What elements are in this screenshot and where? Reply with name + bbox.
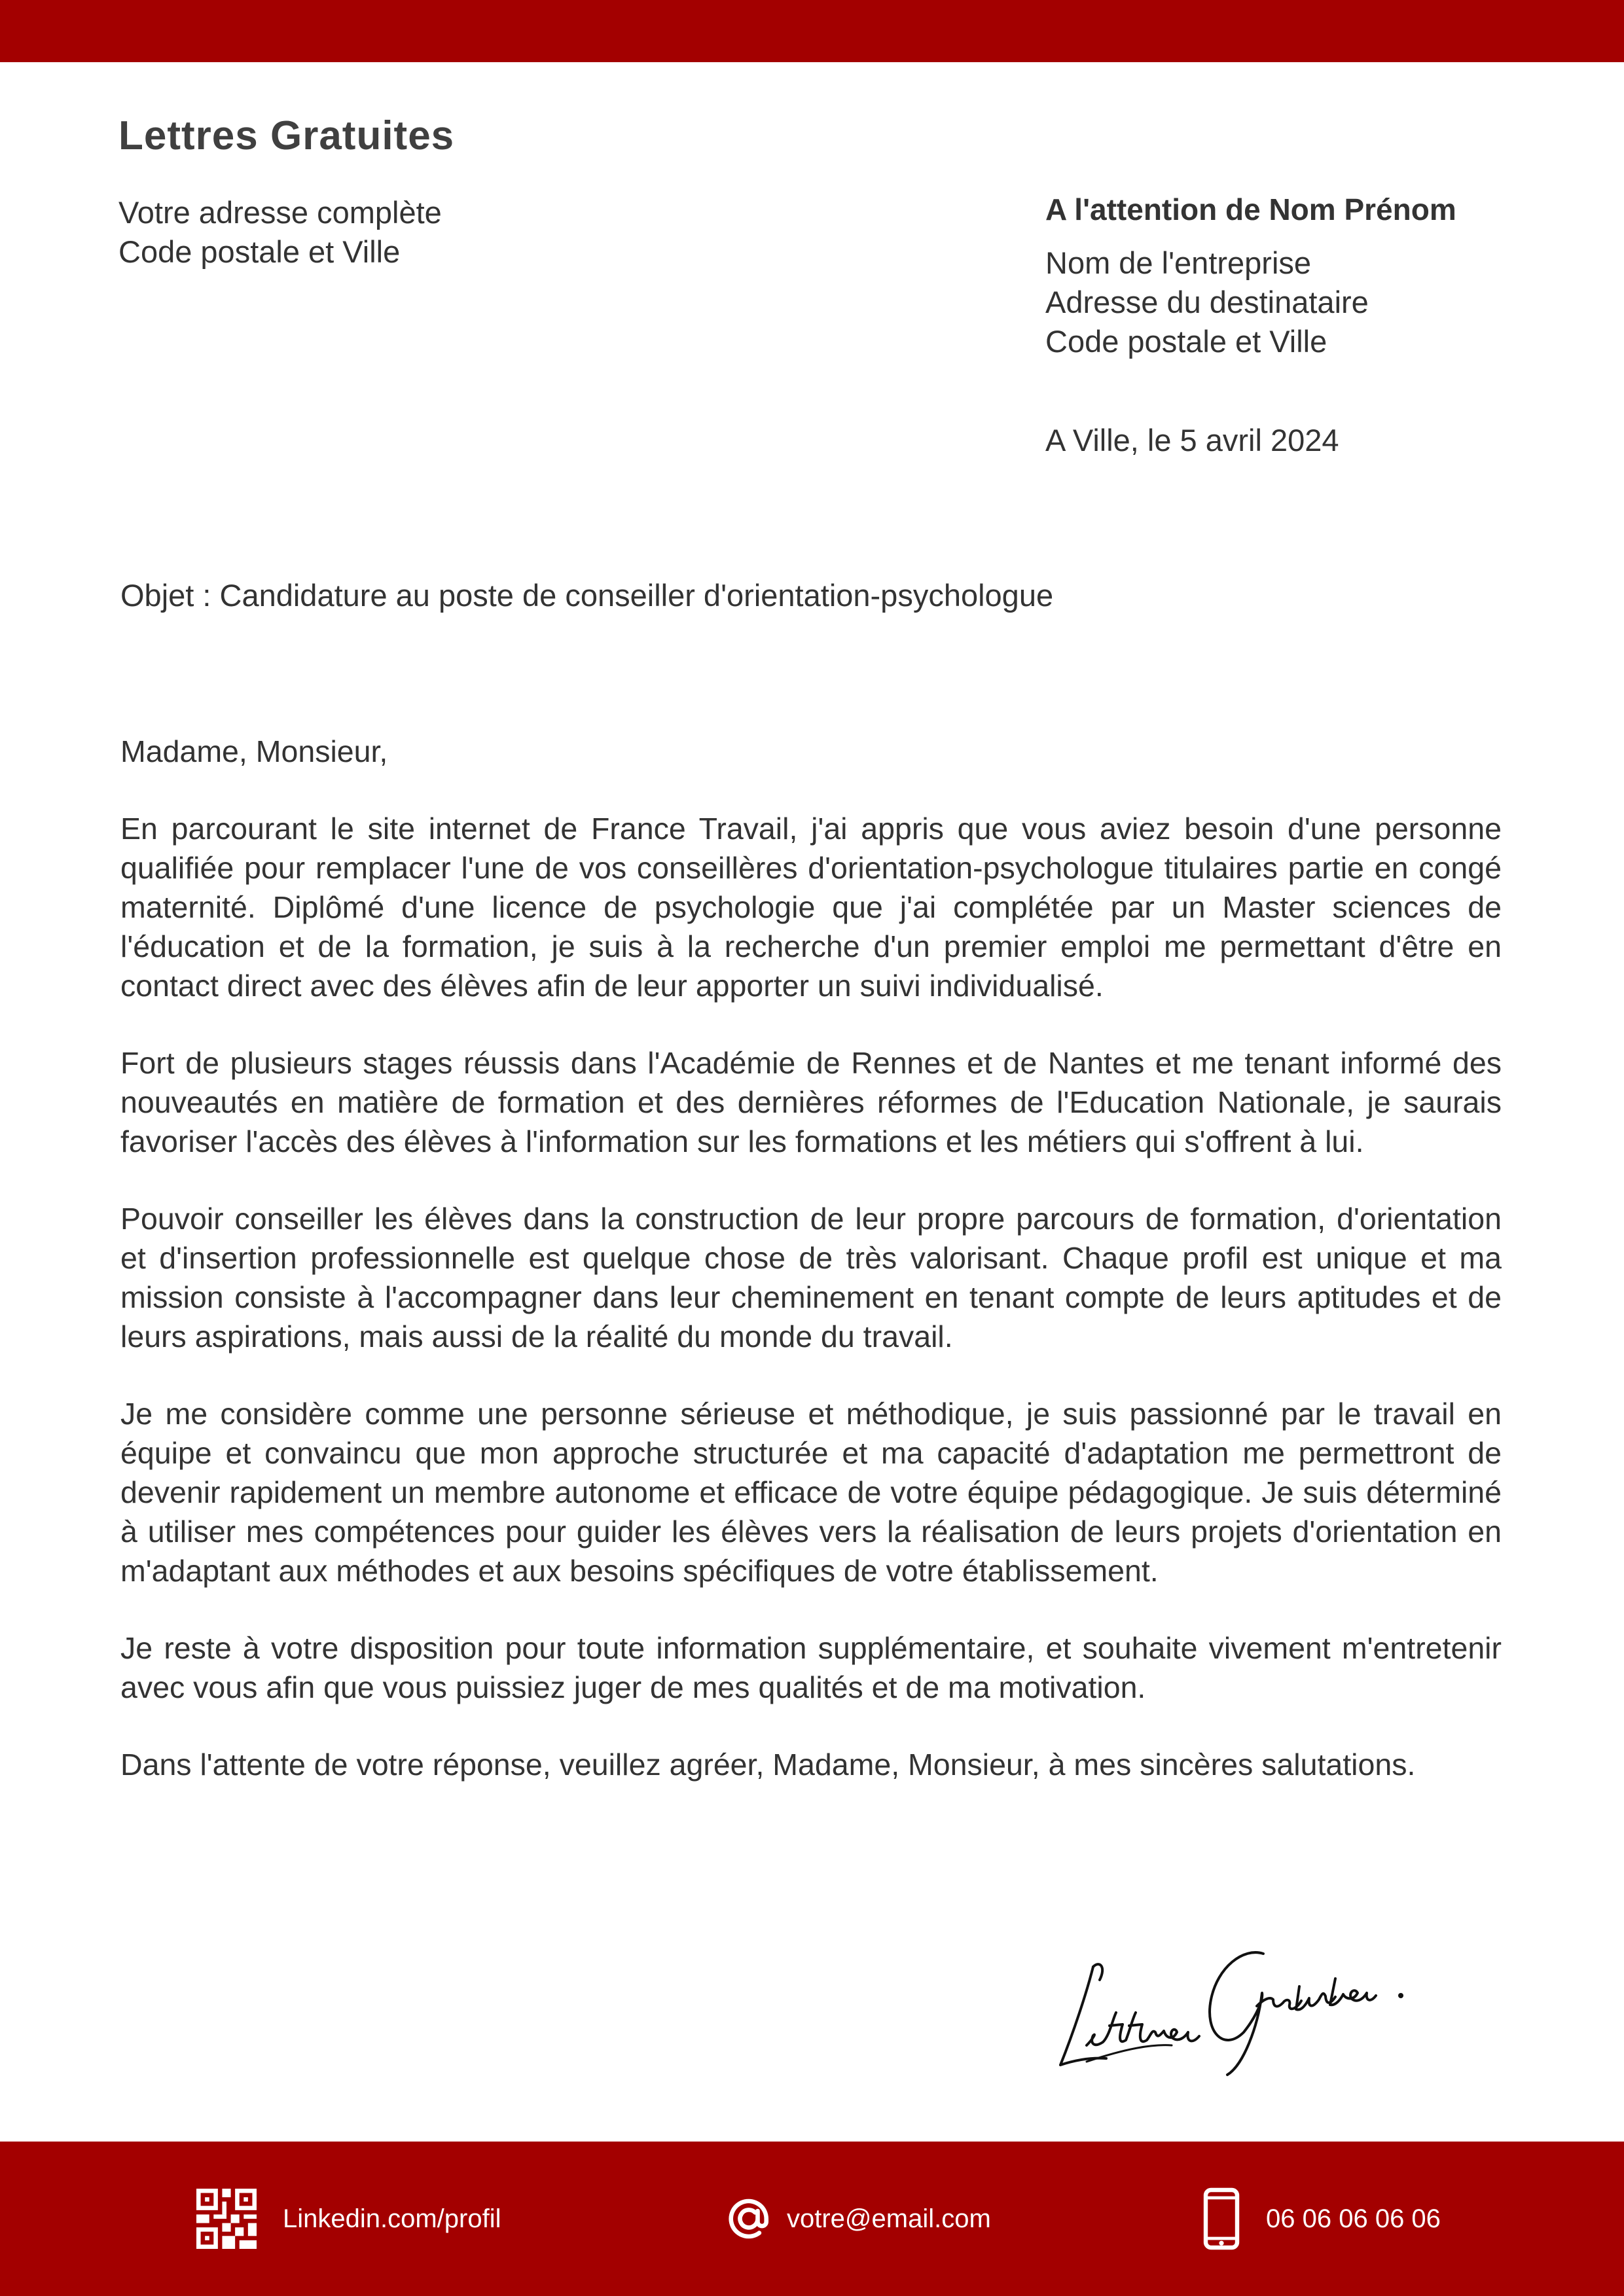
letter-date: A Ville, le 5 avril 2024 [1045, 423, 1339, 457]
letter-paragraph: Fort de plusieurs stages réussis dans l'Académie de Rennes et de Nantes et me tenant informé des nouveautés en matière de formation et des dernières réformes de l'Education Nationale, je saurais favoriser l'accès des élèves à l'information sur les formations et les métiers qui s'offrent à lui. [120, 1046, 1502, 1158]
recipient-company: Nom de l'entreprise [1045, 245, 1312, 280]
recipient-street: Adresse du destinataire [1045, 285, 1369, 319]
contact-phone [1203, 2142, 1441, 2296]
qr-code-icon [196, 2189, 257, 2249]
letter-paragraph: Pouvoir conseiller les élèves dans la construction de leur propre parcours de formation, d'orientation et d'insertion professionnelle est quelque chose de très valorisant. Chaque profil est unique et ma mission consiste à l'accompagner dans leur cheminement en tenant compte de leurs aptitudes et de leurs aspirations, mais aussi de la réalité du monde du travail. [120, 1202, 1502, 1354]
sender-address-line: Votre adresse complète [118, 195, 442, 230]
letter-subject: Objet : Candidature au poste de conseiller d'orientation-psychologue [120, 578, 1054, 613]
recipient-address [1045, 190, 1456, 361]
letter-closing: Dans l'attente de votre réponse, veuillez agréer, Madame, Monsieur, à mes sincères salutations. [120, 1748, 1416, 1782]
sender-address [118, 193, 442, 272]
contact-linkedin [196, 2142, 501, 2296]
phone-number[interactable]: 06 06 06 06 06 [1266, 2204, 1441, 2233]
recipient-attention: A l'attention de Nom Prénom [1045, 192, 1456, 226]
letter-paragraph: Je me considère comme une personne sérieuse et méthodique, je suis passionné par le travail en équipe et convaincu que mon approche structurée et ma capacité d'adaptation me permettront de devenir rapidement un membre autonome et efficace de votre équipe pédagogique. Je suis déterminé à utiliser mes compétences pour guider les élèves vers la réalisation de leurs projets d'orientation en m'adaptant aux méthodes et aux besoins spécifiques de votre établissement. [120, 1397, 1502, 1588]
letter-paragraph: Je reste à votre disposition pour toute information supplémentaire, et souhaite vivement m'entretenir avec vous afin que vous puissiez juger de mes qualités et de ma motivation. [120, 1631, 1502, 1704]
at-sign-icon [725, 2195, 772, 2242]
recipient-city: Code postale et Ville [1045, 324, 1327, 359]
mobile-phone-icon [1203, 2187, 1240, 2250]
email-link[interactable]: votre@email.com [787, 2204, 991, 2233]
footer-contact-bar [0, 2142, 1624, 2296]
contact-email [725, 2142, 991, 2296]
handwritten-signature [1047, 1928, 1440, 2085]
sender-city-line: Code postale et Ville [118, 234, 401, 269]
letter-body [120, 732, 1502, 1822]
linkedin-link[interactable]: Linkedin.com/profil [283, 2204, 501, 2233]
top-accent-bar [0, 0, 1624, 62]
letter-salutation: Madame, Monsieur, [120, 734, 388, 768]
letter-paragraph: En parcourant le site internet de France Travail, j'ai appris que vous aviez besoin d'une personne qualifiée pour remplacer l'une de vos conseillères d'orientation-psychologue titulaires partie en congé maternité. Diplômé d'une licence de psychologie que j'ai complétée par un Master sciences de l'éducation et de la formation, je suis à la recherche d'un premier emploi me permettant d'être en contact direct avec des élèves afin de leur apporter un suivi individualisé. [120, 812, 1502, 1003]
sender-name: Lettres Gratuites [118, 113, 455, 158]
